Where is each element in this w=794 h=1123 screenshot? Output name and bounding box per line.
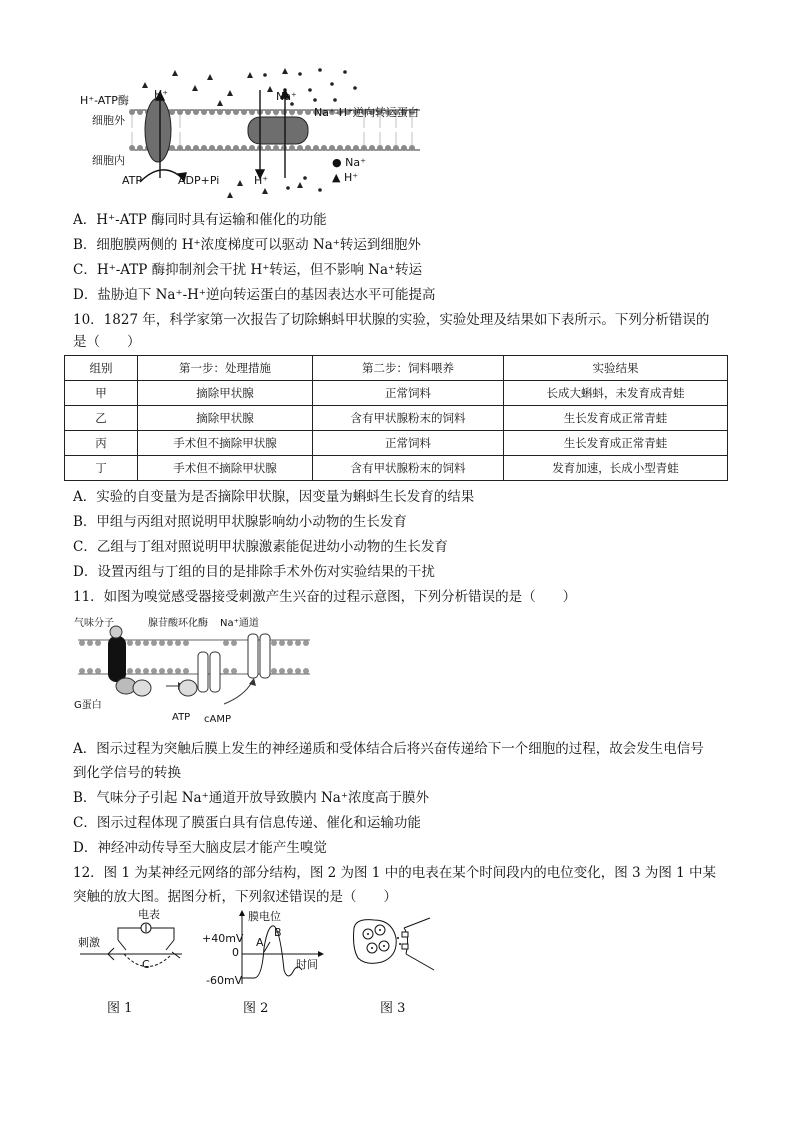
adp-label: ADP+Pi (178, 174, 220, 187)
q11-option-d: D．神经冲动传导至大脑皮层才能产生嗅觉 (73, 840, 327, 856)
olfactory-receptor-figure (74, 612, 324, 730)
h-atpase-label: H⁺-ATP酶 (80, 94, 129, 107)
table-cell: 长成大蝌蚪，未发育成青蛙 (504, 381, 728, 406)
experiment-table (64, 355, 728, 481)
q12-stem-line2: 突触的放大图。据图分析，下列叙述错误的是（ ） (73, 889, 397, 905)
figure-2-caption: 图 2 (243, 1001, 269, 1016)
q12-stem-line1: 12．图 1 为某神经元网络的部分结构，图 2 为图 1 中的电表在某个时间段内的电位变化，图 3 为图 1 中某 (73, 865, 717, 881)
figure-3-synapse (352, 914, 438, 980)
table-cell: 丙 (65, 431, 138, 456)
table-cell: 丁 (65, 456, 138, 481)
legend-h: ▲ H⁺ (332, 171, 359, 184)
na-top-label: Na⁺ (276, 90, 297, 103)
q10-option-a: A．实验的自变量为是否摘除甲状腺，因变量为蝌蚪生长发育的结果 (73, 489, 475, 505)
q11-option-a: A．图示过程为突触后膜上发生的神经递质和受体结合后将兴奋传递给下一个细胞的过程，故会发生电信号 (73, 741, 704, 757)
q11-option-c: C．图示过程体现了膜蛋白具有信息传递、催化和运输功能 (73, 815, 421, 831)
bottom-tick: -60mV (206, 974, 243, 987)
q9-option-a: A．H⁺-ATP 酶同时具有运输和催化的功能 (73, 212, 327, 228)
header-step2: 第二步：饲料喂养 (313, 356, 504, 381)
zero-tick: 0 (232, 946, 239, 959)
h-top-label: H⁺ (154, 88, 169, 101)
action-potential-curve (242, 926, 302, 978)
table-row (65, 381, 728, 406)
q9-option-d: D．盐胁迫下 Na⁺-H⁺逆向转运蛋白的基因表达水平可能提高 (73, 287, 436, 303)
a-label: A (256, 936, 264, 949)
q9-option-b: B．细胞膜两侧的 H⁺浓度梯度可以驱动 Na⁺转运到细胞外 (73, 237, 421, 253)
q9-option-c: C．H⁺-ATP 酶抑制剂会干扰 H⁺转运，但不影响 Na⁺转运 (73, 262, 423, 278)
channel-label: Na⁺通道 (220, 618, 259, 629)
q10-option-c: C．乙组与丁组对照说明甲状腺激素能促进幼小动物的生长发育 (73, 539, 448, 555)
table-cell: 正常饲料 (313, 431, 504, 456)
atp-label-q11: ATP (172, 712, 191, 723)
q11-option-a-cont: 到化学信号的转换 (73, 765, 181, 781)
inside-label: 细胞内 (92, 154, 125, 167)
figure-2-potential (198, 908, 328, 990)
header-step1: 第一步：处理措施 (138, 356, 313, 381)
table-row (65, 431, 728, 456)
table-cell: 甲 (65, 381, 138, 406)
table-cell: 含有甲状腺粉末的饲料 (313, 456, 504, 481)
stim-label: 刺激 (78, 936, 100, 949)
table-cell: 生长发育成正常青蛙 (504, 406, 728, 431)
atp-label: ATP (122, 174, 143, 187)
table-header-row (65, 356, 728, 381)
table-cell: 乙 (65, 406, 138, 431)
olfactory-diagram (74, 612, 324, 730)
cyclase-label: 腺苷酸环化酶 (148, 618, 208, 629)
camp-label: cAMP (204, 714, 231, 725)
q10-stem-line2: 是（ ） (73, 334, 141, 350)
table-row (65, 456, 728, 481)
table-cell: 发育加速，长成小型青蛙 (504, 456, 728, 481)
c-label: C (142, 958, 150, 971)
q10-stem-line1: 10．1827 年，科学家第一次报告了切除蝌蚪甲状腺的实验，实验处理及结果如下表所示。下列分析错误的 (73, 312, 710, 328)
figure-3-caption: 图 3 (380, 1001, 406, 1016)
table-row (65, 406, 728, 431)
meter-label: 电表 (138, 908, 160, 921)
legend-na: ● Na⁺ (332, 156, 366, 169)
figure-1-caption: 图 1 (107, 1001, 133, 1016)
odor-label: 气味分子 (74, 618, 114, 629)
q10-option-d: D．设置丙组与丁组的目的是排除手术外伤对实验结果的干扰 (73, 564, 435, 580)
table-cell: 摘除甲状腺 (138, 406, 313, 431)
q11-option-b: B．气味分子引起 Na⁺通道开放导致膜内 Na⁺浓度高于膜外 (73, 790, 429, 806)
table-cell: 含有甲状腺粉末的饲料 (313, 406, 504, 431)
q10-option-b: B．甲组与丙组对照说明甲状腺影响幼小动物的生长发育 (73, 514, 407, 530)
membrane-transport-figure (70, 60, 470, 200)
b-label: B (274, 926, 282, 939)
table-cell: 手术但不摘除甲状腺 (138, 456, 313, 481)
odor-receptor (108, 636, 126, 682)
header-group: 组别 (65, 356, 138, 381)
h-atpase-protein (145, 98, 171, 162)
table-cell: 生长发育成正常青蛙 (504, 431, 728, 456)
top-tick: +40mV (202, 932, 244, 945)
q11-stem: 11．如图为嗅觉感受器接受刺激产生兴奋的过程示意图，下列分析错误的是（ ） (73, 589, 577, 605)
table-cell: 摘除甲状腺 (138, 381, 313, 406)
table-cell: 手术但不摘除甲状腺 (138, 431, 313, 456)
ylabel: 膜电位 (248, 910, 281, 923)
xlabel: 时间 (296, 958, 318, 971)
figure-1-neuron (78, 908, 188, 986)
gprotein-label: G蛋白 (74, 700, 102, 711)
adenylyl-cyclase (198, 652, 208, 692)
outside-label: 细胞外 (92, 114, 125, 127)
na-channel (248, 634, 258, 678)
antiporter-label: Na⁺-H⁺逆向转运蛋白 (314, 106, 419, 119)
header-result: 实验结果 (504, 356, 728, 381)
antiporter-protein (248, 117, 308, 144)
table-cell: 正常饲料 (313, 381, 504, 406)
h-bottom-label: H⁺ (254, 174, 269, 187)
